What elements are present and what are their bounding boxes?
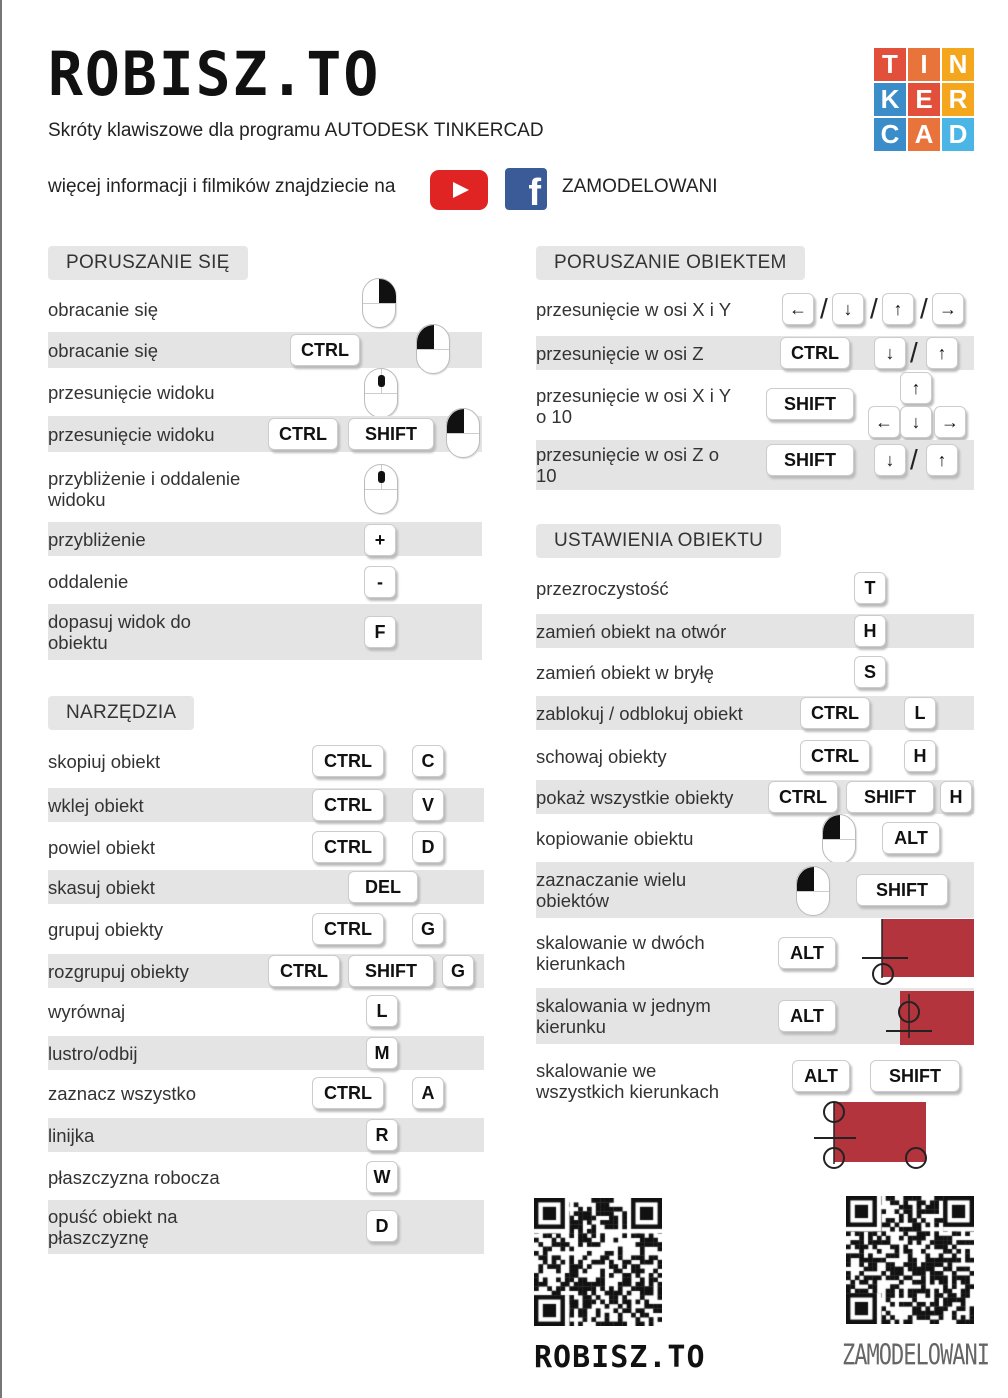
- mouse-left-button-icon: [447, 409, 464, 433]
- shortcut-label: pokaż wszystkie obiekty: [536, 786, 734, 808]
- key-separator: /: [920, 293, 928, 324]
- key-separator: /: [910, 444, 918, 475]
- key-: ↑: [882, 293, 914, 325]
- zamodelowani-footer-label: ZAMODELOWANI: [842, 1340, 989, 1373]
- tinkercad-letter-a: A: [908, 118, 940, 151]
- shortcut-label: opuść obiekt na płaszczyznę: [48, 1206, 178, 1248]
- mouse-wheel-button-icon: [378, 375, 385, 387]
- key-: →: [932, 293, 964, 325]
- key-ctrl: CTRL: [290, 334, 360, 366]
- shortcut-row: [536, 696, 974, 730]
- shortcut-row: [536, 290, 974, 328]
- key-t: T: [854, 572, 886, 604]
- key-: ↓: [874, 337, 906, 369]
- shortcut-row: [536, 336, 974, 370]
- key-separator: /: [910, 337, 918, 368]
- zamodelowani-qr-code[interactable]: [846, 1196, 974, 1324]
- shortcut-label: przezroczystość: [536, 577, 669, 599]
- section-title-ustawienia-obiektu: USTAWIENIA OBIEKTU: [536, 524, 781, 558]
- key-c: C: [412, 745, 444, 777]
- key-ctrl: CTRL: [312, 745, 384, 777]
- shortcut-label: przesunięcie w osi Z: [536, 342, 704, 364]
- shortcut-row: [48, 788, 484, 822]
- shortcut-row: [536, 378, 974, 434]
- mouse-left-button-icon: [417, 325, 434, 349]
- key-w: W: [366, 1161, 398, 1193]
- shortcut-label: przesunięcie w osi X i Y o 10: [536, 385, 732, 427]
- shortcut-label: dopasuj widok do obiektu: [48, 611, 191, 653]
- shortcut-label: zamień obiekt w bryłę: [536, 661, 714, 683]
- key-ctrl: CTRL: [312, 831, 384, 863]
- shortcut-row: [536, 570, 974, 606]
- shortcut-row: [48, 744, 484, 778]
- shortcut-row: [536, 654, 974, 690]
- shortcut-row: [48, 912, 484, 946]
- shortcut-label: skalowanie we wszystkich kierunkach: [536, 1060, 720, 1102]
- key-shift: SHIFT: [870, 1060, 960, 1092]
- key-ctrl: CTRL: [312, 1077, 384, 1109]
- key-ctrl: CTRL: [268, 418, 338, 450]
- shortcut-label: skalowanie w dwóch kierunkach: [536, 932, 705, 974]
- robiszto-qr-code[interactable]: [534, 1198, 662, 1326]
- key-v: V: [412, 789, 444, 821]
- tinkercad-letter-c: C: [874, 118, 906, 151]
- key-: ↓: [874, 444, 906, 476]
- key-r: R: [366, 1119, 398, 1151]
- shortcut-label: grupuj obiekty: [48, 918, 164, 940]
- shortcut-row: [48, 604, 482, 660]
- shortcut-label: linijka: [48, 1124, 95, 1146]
- shortcut-label: obracanie się: [48, 339, 159, 361]
- shortcut-row: [536, 780, 974, 814]
- shortcut-label: przybliżenie i oddalenie widoku: [48, 468, 241, 510]
- section-title-narzedzia: NARZĘDZIA: [48, 696, 194, 730]
- key-: ↑: [900, 372, 932, 404]
- scale-one-direction-icon: [882, 988, 978, 1048]
- key-alt: ALT: [778, 1000, 836, 1032]
- key-separator: /: [870, 293, 878, 324]
- scale-all-directions-icon: [812, 1096, 932, 1176]
- mouse-left-button-icon: [797, 867, 814, 891]
- shortcut-label: przesunięcie w osi X i Y: [536, 298, 732, 320]
- shortcut-row: [48, 1200, 484, 1254]
- tinkercad-letter-i: I: [908, 48, 940, 81]
- key-ctrl: CTRL: [268, 955, 340, 987]
- key-: +: [364, 524, 396, 556]
- shortcut-label: płaszczyzna robocza: [48, 1166, 220, 1188]
- shortcut-row: [48, 954, 484, 988]
- shortcut-label: rozgrupuj obiekty: [48, 960, 189, 982]
- facebook-name: ZAMODELOWANI: [562, 176, 718, 197]
- shortcut-label: powiel obiekt: [48, 836, 155, 858]
- shortcut-label: skopiuj obiekt: [48, 750, 161, 772]
- key-m: M: [366, 1037, 398, 1069]
- key-h: H: [904, 740, 936, 772]
- scale-two-directions-icon: [858, 916, 978, 988]
- robiszto-logo: ROBISZ.TO: [48, 38, 381, 110]
- shortcut-label: lustro/odbij: [48, 1042, 138, 1064]
- shortcut-row: [48, 332, 482, 368]
- shortcut-row: [48, 1036, 484, 1070]
- shortcut-label: skasuj obiekt: [48, 876, 155, 898]
- mouse-icon: [364, 368, 398, 418]
- shortcut-label: schowaj obiekty: [536, 745, 667, 767]
- shortcut-row: [48, 1160, 484, 1194]
- mouse-left-button-icon: [823, 815, 840, 839]
- shortcut-row: [536, 820, 974, 856]
- key-: ↓: [900, 406, 932, 438]
- shortcut-row: [48, 416, 482, 452]
- tinkercad-letter-n: N: [942, 48, 974, 81]
- youtube-icon[interactable]: [430, 170, 488, 210]
- tinkercad-logo: [874, 48, 974, 151]
- shortcut-label: obracanie się: [48, 298, 159, 320]
- shortcut-row: [48, 1076, 484, 1110]
- shortcut-label: zaznacz wszystko: [48, 1082, 197, 1104]
- key-ctrl: CTRL: [800, 697, 870, 729]
- mouse-icon: [362, 278, 396, 328]
- tinkercad-letter-r: R: [942, 83, 974, 116]
- shortcut-label: kopiowanie obiektu: [536, 827, 694, 849]
- shortcut-label: przesunięcie widoku: [48, 423, 215, 445]
- shortcut-row: [48, 290, 482, 328]
- shortcut-label: przesunięcie w osi Z o 10: [536, 444, 720, 486]
- tinkercad-letter-d: D: [942, 118, 974, 151]
- tinkercad-letter-t: T: [874, 48, 906, 81]
- key-g: G: [442, 955, 474, 987]
- key-h: H: [854, 615, 886, 647]
- key-shift: SHIFT: [856, 874, 948, 906]
- shortcut-row: [536, 614, 974, 648]
- key-f: F: [364, 616, 396, 648]
- scale-box: [882, 919, 974, 977]
- shortcut-row: [536, 738, 974, 774]
- key-: ↓: [832, 293, 864, 325]
- mouse-icon: [446, 408, 480, 458]
- scale-box: [900, 991, 974, 1045]
- shortcut-row: [536, 862, 974, 918]
- key-g: G: [412, 913, 444, 945]
- key-shift: SHIFT: [348, 955, 434, 987]
- key-separator: /: [820, 293, 828, 324]
- scale-box: [834, 1102, 926, 1162]
- shortcut-label: przesunięcie widoku: [48, 381, 215, 403]
- key-alt: ALT: [778, 937, 836, 969]
- key-: ↑: [926, 444, 958, 476]
- key-shift: SHIFT: [846, 781, 934, 813]
- shortcut-row: [48, 522, 482, 556]
- shortcut-row: [48, 564, 482, 598]
- key-alt: ALT: [792, 1060, 850, 1092]
- key-s: S: [854, 656, 886, 688]
- shortcut-label: oddalenie: [48, 570, 129, 592]
- mouse-icon: [416, 324, 450, 374]
- shortcut-row: [48, 830, 484, 864]
- shortcut-label: przybliżenie: [48, 528, 146, 550]
- tinkercad-letter-k: K: [874, 83, 906, 116]
- key-: ↑: [926, 337, 958, 369]
- shortcut-label: wklej obiekt: [48, 794, 144, 816]
- shortcut-label: zaznaczanie wielu obiektów: [536, 869, 687, 911]
- key-ctrl: CTRL: [312, 913, 384, 945]
- key-ctrl: CTRL: [800, 740, 870, 772]
- key-shift: SHIFT: [348, 418, 434, 450]
- key-: -: [364, 566, 396, 598]
- key-h: H: [940, 781, 972, 813]
- key-shift: SHIFT: [766, 444, 854, 476]
- key-ctrl: CTRL: [312, 789, 384, 821]
- key-a: A: [412, 1077, 444, 1109]
- shortcut-row: [48, 458, 482, 520]
- tinkercad-letter-e: E: [908, 83, 940, 116]
- shortcut-row: [48, 374, 482, 410]
- shortcut-row: [48, 1118, 484, 1152]
- key-ctrl: CTRL: [768, 781, 838, 813]
- key-del: DEL: [348, 871, 418, 903]
- mouse-icon: [364, 464, 398, 514]
- key-: ←: [868, 406, 900, 438]
- key-d: D: [366, 1210, 398, 1242]
- shortcut-row: [48, 870, 484, 904]
- facebook-icon[interactable]: f: [505, 168, 547, 210]
- robiszto-footer-label: ROBISZ.TO: [534, 1340, 706, 1375]
- shortcut-row: [48, 994, 484, 1028]
- key-shift: SHIFT: [766, 388, 854, 420]
- mouse-icon: [822, 814, 856, 864]
- section-title-poruszanie-obiektem: PORUSZANIE OBIEKTEM: [536, 246, 805, 280]
- key-l: L: [904, 697, 936, 729]
- more-info-text: więcej informacji i filmików znajdziecie na: [48, 176, 396, 197]
- mouse-right-button-icon: [379, 279, 396, 303]
- shortcut-label: wyrównaj: [48, 1000, 126, 1022]
- key-ctrl: CTRL: [780, 337, 850, 369]
- key-: ←: [782, 293, 814, 325]
- key-d: D: [412, 831, 444, 863]
- key-alt: ALT: [882, 822, 940, 854]
- shortcut-label: zamień obiekt na otwór: [536, 620, 727, 642]
- mouse-icon: [796, 866, 830, 916]
- shortcut-label: zablokuj / odblokuj obiekt: [536, 702, 743, 724]
- shortcut-row: [536, 440, 974, 490]
- shortcut-label: skalowania w jednym kierunku: [536, 995, 711, 1037]
- mouse-wheel-button-icon: [378, 471, 385, 483]
- key-l: L: [366, 995, 398, 1027]
- page-subtitle: Skróty klawiszowe dla programu AUTODESK TINKERCAD: [48, 120, 544, 141]
- key-: →: [934, 406, 966, 438]
- section-title-poruszanie-sie: PORUSZANIE SIĘ: [48, 246, 248, 280]
